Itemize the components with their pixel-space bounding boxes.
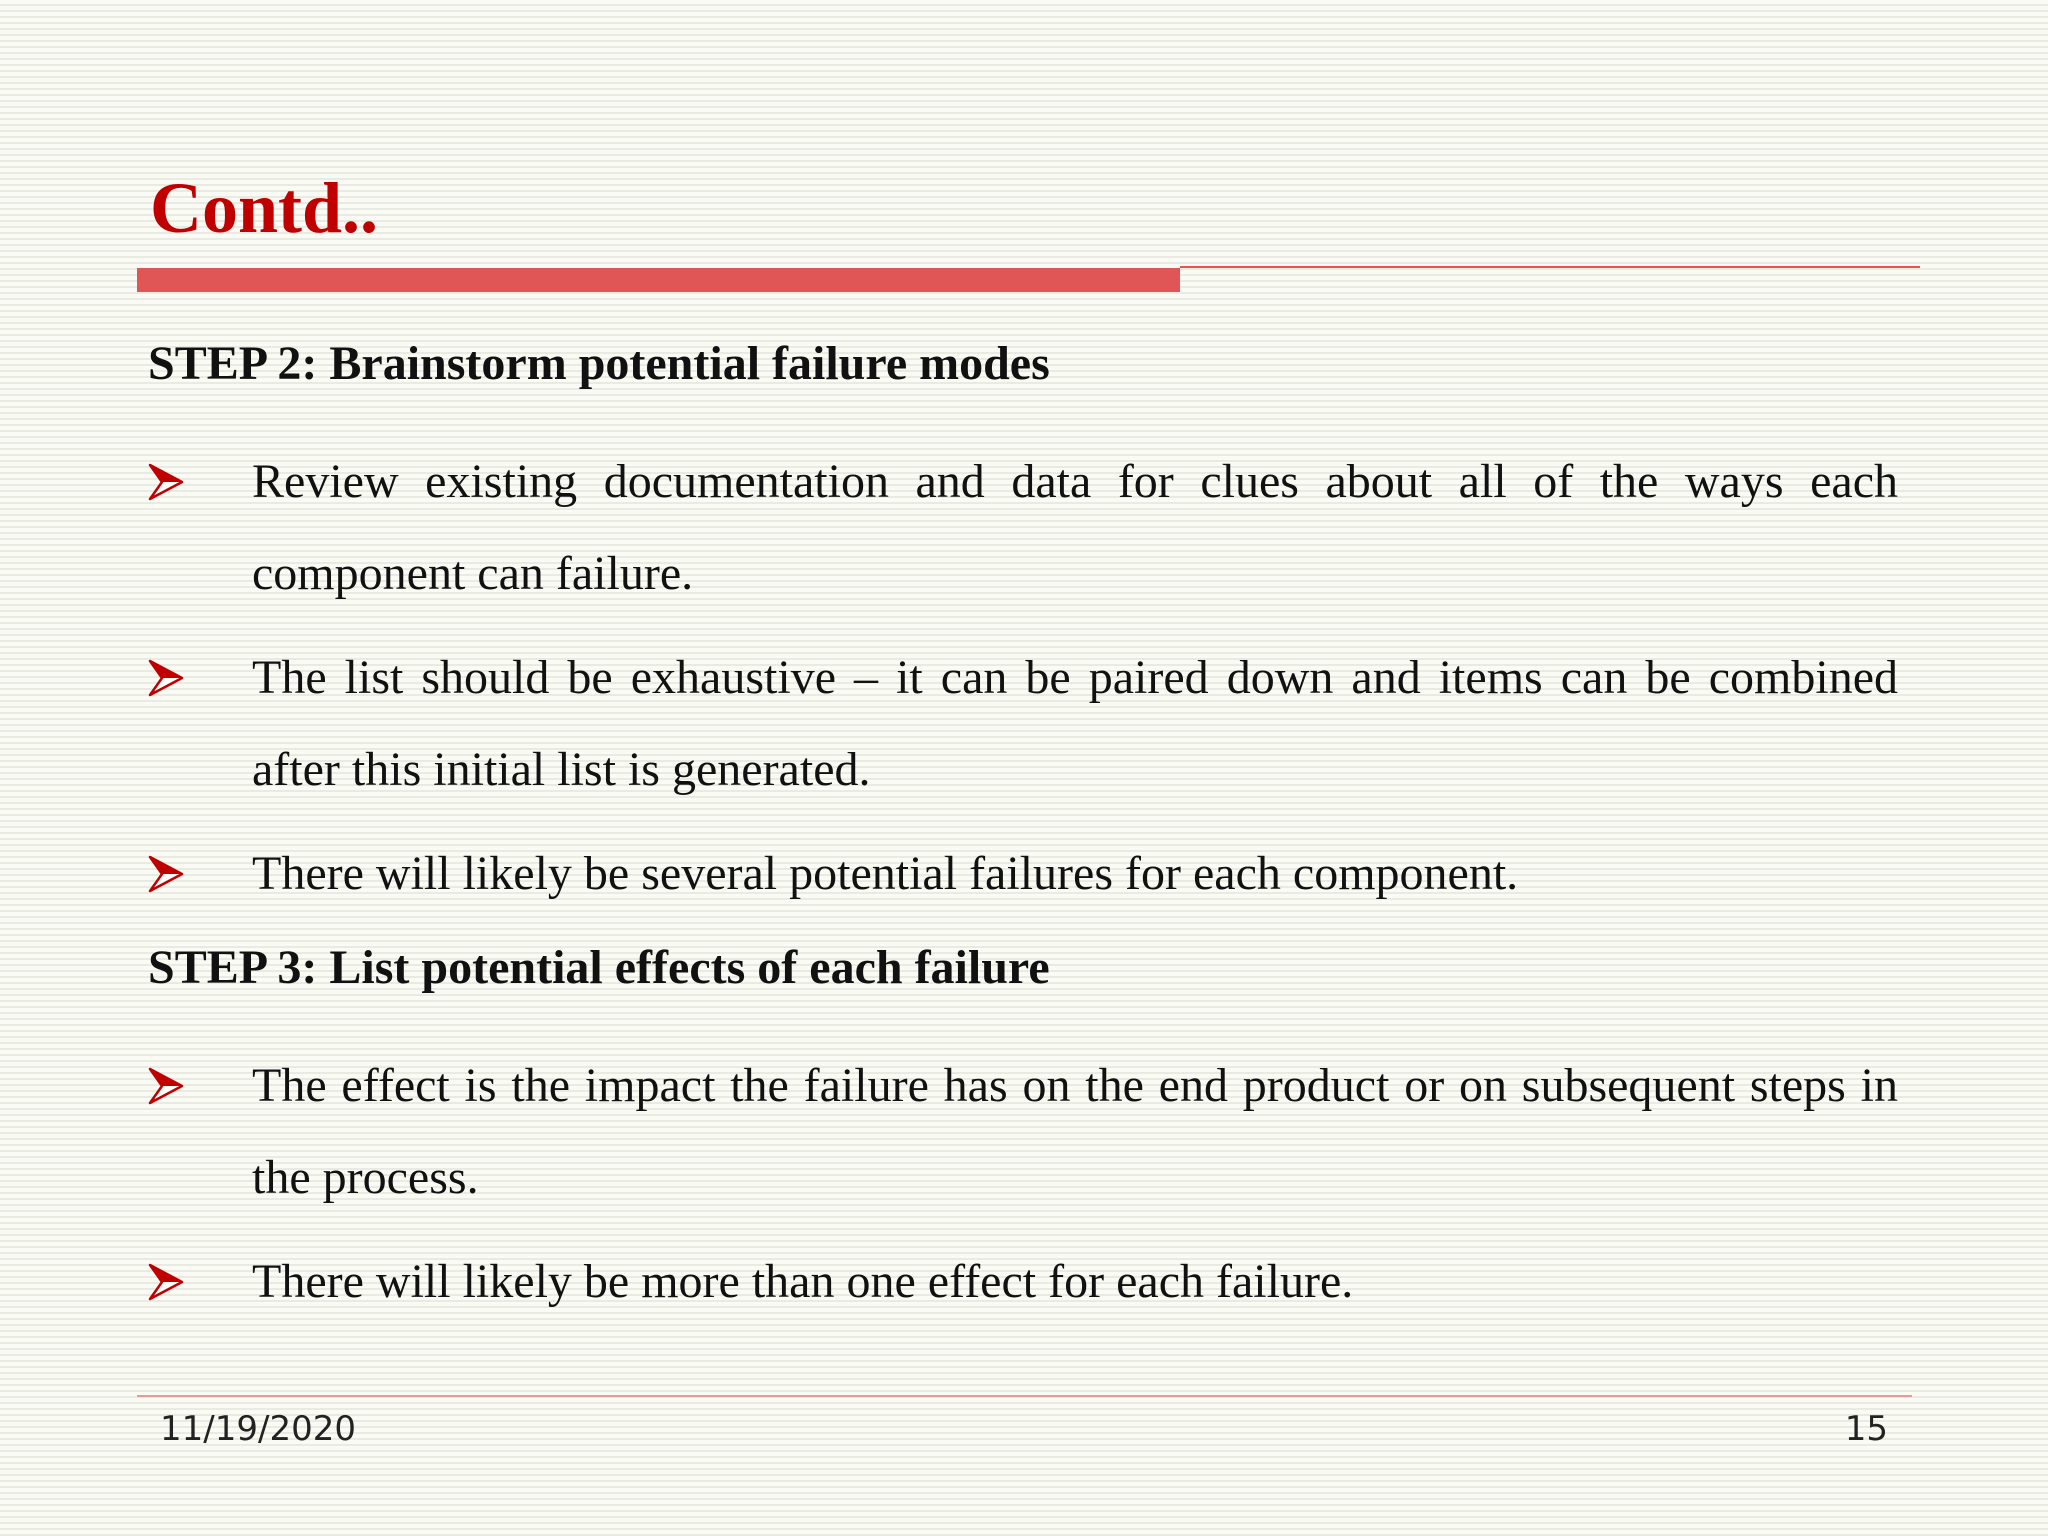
arrow-bullet-icon: [148, 462, 184, 502]
footer-date: 11/19/2020: [160, 1409, 356, 1449]
arrow-bullet-icon: [148, 854, 184, 894]
bullet-item: [148, 436, 1898, 620]
bullet-item: [148, 1236, 1898, 1328]
page-number: 15: [1844, 1409, 1888, 1449]
bullet-item: [148, 828, 1898, 920]
footer-divider: [137, 1395, 1912, 1397]
bullet-text: There will likely be several potential failures for each component.: [252, 847, 1519, 900]
title-underline-bar: [137, 268, 1180, 292]
arrow-bullet-icon: [148, 1262, 184, 1302]
bullet-text: The effect is the impact the failure has on the end product or on subsequent steps in the process.: [252, 1059, 1898, 1204]
slide-content: [148, 328, 1898, 1340]
bullet-text: There will likely be more than one effect for each failure.: [252, 1255, 1354, 1308]
title-underline-line: [1180, 266, 1920, 268]
step-heading: STEP 2: Brainstorm potential failure modes: [148, 337, 1050, 390]
bullet-text: The list should be exhaustive – it can be paired down and items can be combined after this initial list is generated.: [252, 651, 1898, 796]
slide-title: Contd..: [150, 168, 379, 248]
bullet-item: [148, 1040, 1898, 1224]
bullet-text: Review existing documentation and data for clues about all of the ways each component can failure.: [252, 455, 1898, 600]
step-heading: STEP 3: List potential effects of each failure: [148, 941, 1050, 994]
bullet-item: [148, 632, 1898, 816]
arrow-bullet-icon: [148, 658, 184, 698]
arrow-bullet-icon: [148, 1066, 184, 1106]
